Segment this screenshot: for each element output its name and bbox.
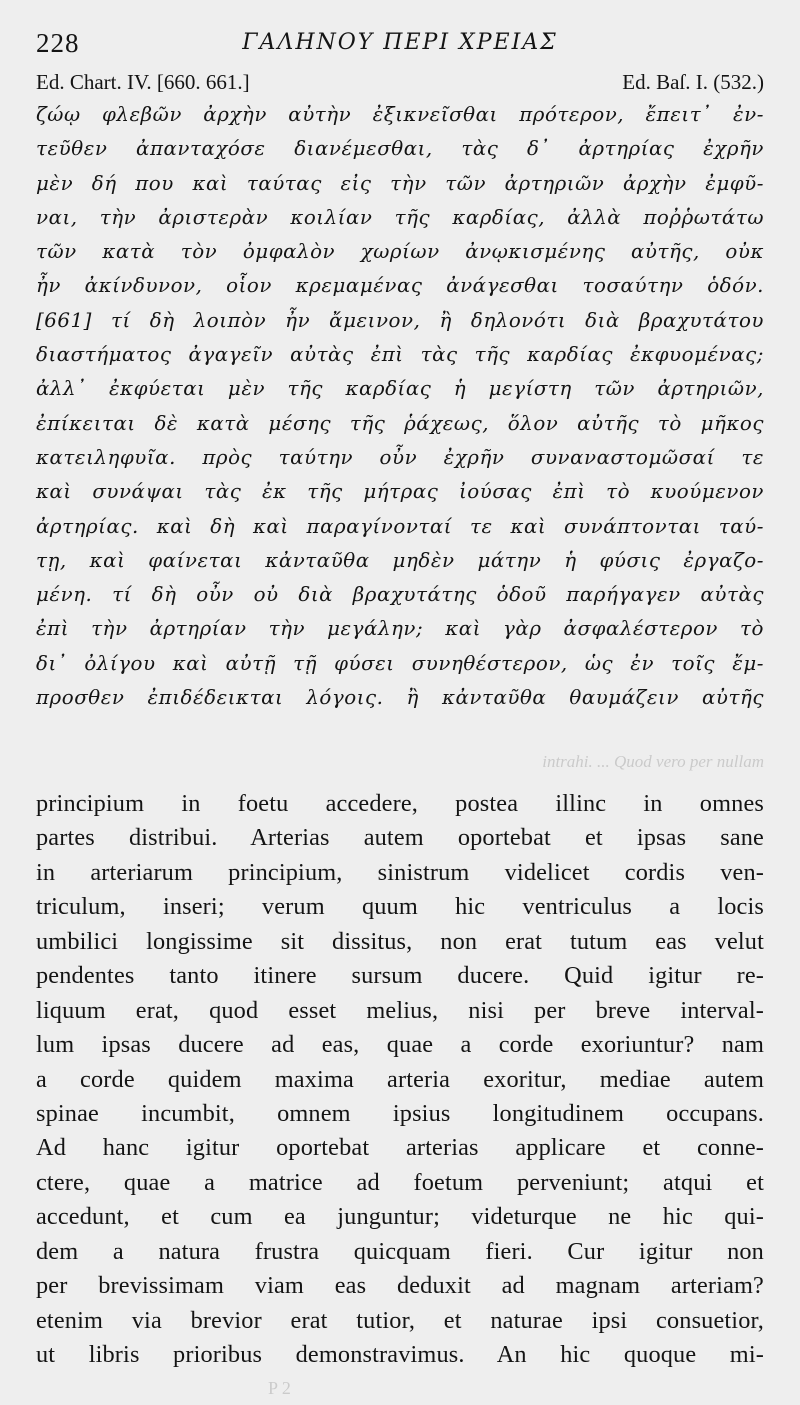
greek-text-line: δι᾽ ὀλίγου καὶ αὐτῇ τῇ φύσει συνηθέστερον, ὡς ἐν τοῖς ἔμ- [36,651,764,675]
edition-reference-left: Ed. Chart. IV. [660. 661.] [36,70,250,94]
latin-text-line: principium in foetu accedere, postea illinc in omnes [36,790,764,817]
greek-text-line: ζώῳ φλεβῶν ἀρχὴν αὐτὴν ἐξικνεῖσθαι πρότερον, ἔπειτ᾽ ἐν- [36,103,764,126]
greek-text-line: ναι, τὴν ἀριστερὰν κοιλίαν τῆς καρδίας, ἀλλὰ ποῤῥωτάτω [36,205,764,229]
greek-text-line: μὲν δή που καὶ ταύτας εἰς τὴν τῶν ἀρτηριῶν ἀρχὴν ἐμφῦ- [36,171,764,195]
greek-text-line: [661] τί δὴ λοιπὸν ἦν ἄμεινον, ἢ δηλονότι διὰ βραχυτάτου [36,308,764,332]
latin-text-line: umbilici longissime sit dissitus, non erat tutum eas velut [36,927,764,955]
latin-text-line: pendentes tanto itinere sursum ducere. Quid igitur re- [36,962,764,990]
greek-text-line: τῃ, καὶ φαίνεται κἀνταῦθα μηδὲν μάτην ἡ φύσις ἐργαζο- [36,548,764,572]
greek-text-line: ἀρτηρίας. καὶ δὴ καὶ παραγίνονταί τε καὶ συνάπτονται ταύ- [36,514,764,538]
greek-text-line: ἦν ἀκίνδυνον, οἷον κρεμαμένας ἀνάγεσθαι τοσαύτην ὁδόν. [36,274,764,298]
page-number: 228 [36,28,80,58]
latin-text-line: accedunt, et cum ea junguntur; videturque ne hic qui- [36,1203,764,1231]
greek-text-line: διαστήματος ἀγαγεῖν αὐτὰς ἐπὶ τὰς τῆς καρδίας ἐκφυομένας; [36,343,764,367]
edition-reference-right: Ed. Baſ. I. (532.) [622,70,764,94]
bleed-through-text: intrahi. ... Quod vero per nullam [542,752,764,771]
greek-text-block [36,98,764,715]
greek-text-line: τεῦθεν ἀπανταχόσε διανέμεσθαι, τὰς δ᾽ ἀρτηρίας ἐχρῆν [36,137,764,161]
latin-text-line: liquum erat, quod esset melius, nisi per breve interval- [36,996,764,1024]
latin-text-line: etenim via brevior erat tutior, et naturae ipsi consuetior, [36,1306,764,1334]
edition-references [36,64,764,98]
latin-text-line: Ad hanc igitur oportebat arterias applicare et conne- [36,1134,764,1162]
greek-text-line: προσθεν ἐπιδέδεικται λόγοις. ἢ κἀνταῦθα θαυμάζειν αὐτῆς [36,686,764,710]
latin-text-line: lum ipsas ducere ad eas, quae a corde exoriuntur? nam [36,1031,764,1059]
greek-text-line: ἐπὶ τὴν ἀρτηρίαν τὴν μεγάλην; καὶ γὰρ ἀσφαλέστερον τὸ [36,617,764,641]
running-title: ΓΑΛΗΝΟΥ ΠΕΡΙ ΧΡΕΙΑΣ [242,30,558,55]
latin-text-line: in arteriarum principium, sinistrum videlicet cordis ven- [36,858,764,886]
latin-text-line: dem a natura frustra quicquam fieri. Cur igitur non [36,1237,764,1265]
latin-text-line: ctere, quae a matrice ad foetum perveniunt; atqui et [36,1168,764,1196]
latin-text-line: ut libris prioribus demonstravimus. An hic quoque mi- [36,1341,764,1368]
greek-text-line: τῶν κατὰ τὸν ὀμφαλὸν χωρίων ἀνῳκισμένης αὐτῆς, οὐκ [36,240,764,264]
latin-text-line: per brevissimam viam eas deduxit ad magnam arteriam? [36,1272,764,1300]
greek-text-line: ἐπίκειται δὲ κατὰ μέσης τῆς ῥάχεως, ὅλον αὐτῆς τὸ μῆκος [36,411,764,435]
latin-text-line: triculum, inseri; verum quum hic ventriculus a locis [36,893,764,921]
latin-text-block [36,787,764,1372]
signature-mark: P 2 [268,1378,291,1398]
greek-text-line: καὶ συνάψαι τὰς ἐκ τῆς μήτρας ἰούσας ἐπὶ τὸ κυούμενον [36,480,764,504]
greek-text-line: κατειληφυῖα. πρὸς ταύτην οὖν ἐχρῆν συναναστομῶσαί τε [36,445,764,469]
greek-text-line: μένη. τί δὴ οὖν οὐ διὰ βραχυτάτης ὁδοῦ παρήγαγεν αὐτὰς [36,583,764,607]
latin-text-line: spinae incumbit, omnem ipsius longitudinem occupans. [36,1099,764,1127]
greek-text-line: ἀλλ᾽ ἐκφύεται μὲν τῆς καρδίας ἡ μεγίστη τῶν ἀρτηριῶν, [36,377,764,401]
latin-text-line: partes distribui. Arterias autem oportebat et ipsas sane [36,824,764,852]
page-header [36,28,764,60]
latin-text-line: a corde quidem maxima arteria exoritur, mediae autem [36,1065,764,1093]
